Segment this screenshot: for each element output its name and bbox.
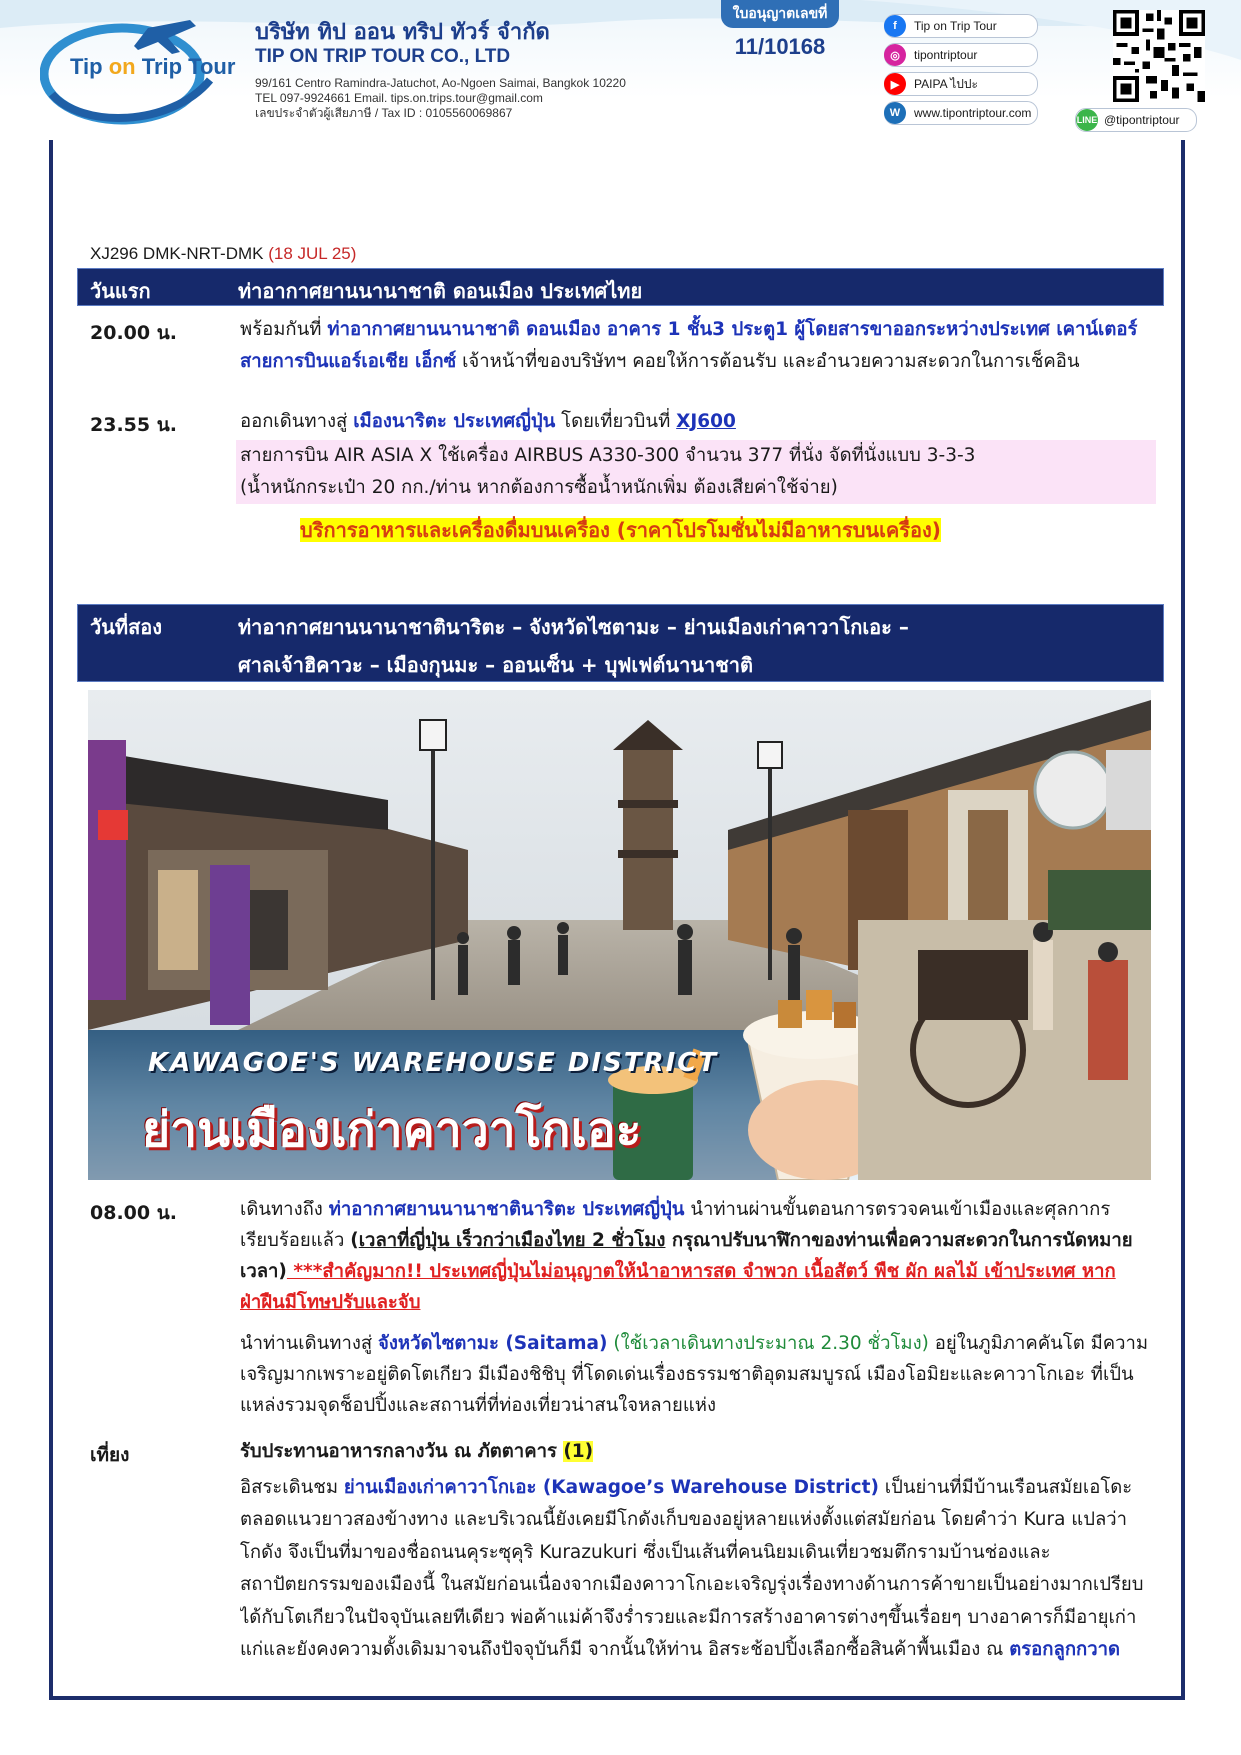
youtube-icon: ▶ bbox=[884, 73, 906, 95]
day2-b4: อยู่ในภูมิภาคคันโต มีความเจริญมากเพราะอยู่ติดโตเกียว มีเมืองชิชิบุ ที่โดดเด่นเรื่องธรรมชาติอุดมสมบูรณ์ เมืองโอมิยะและคาวาโกเอะ ที่เป็นแหล่งรวมจุดช็อปปิ้งและสถานที่ที่ท่องเที่ยวน่าสนใจหลายแห่ง bbox=[240, 1333, 1149, 1416]
page-header bbox=[0, 0, 1241, 140]
day2-paragraph-2 bbox=[240, 1328, 1155, 1421]
social-facebook[interactable] bbox=[884, 14, 1038, 38]
day2-narita: ท่าอากาศยานนานาชาตินาริตะ ประเทศญี่ปุ่น bbox=[328, 1199, 685, 1220]
license-number: 11/10168 bbox=[734, 34, 826, 59]
license-block bbox=[700, 0, 860, 60]
day2-lunch bbox=[240, 1436, 1155, 1467]
social-line-text: @tipontriptour bbox=[1104, 113, 1180, 127]
day2-time-1: 08.00 น. bbox=[90, 1202, 177, 1224]
day2-a1: เดินทางถึง bbox=[240, 1199, 329, 1220]
kawagoe-photo-banner bbox=[88, 690, 1151, 1180]
day1-p2-destination: เมืองนาริตะ ประเทศญี่ปุ่น bbox=[353, 411, 556, 432]
flight-date: (18 JUL 25) bbox=[268, 244, 357, 263]
social-youtube[interactable] bbox=[884, 72, 1038, 96]
day2-saitama: จังหวัดไซตามะ (Saitama) bbox=[378, 1333, 608, 1354]
website-icon: W bbox=[884, 102, 906, 124]
social-website[interactable] bbox=[884, 101, 1038, 125]
logo-wordmark: Tip on Trip Tour bbox=[70, 54, 236, 79]
company-name-english: TIP ON TRIP TOUR CO., LTD bbox=[255, 46, 511, 67]
social-youtube-text: PAIPA ไปปะ bbox=[914, 76, 978, 91]
day1-p1-airport: ท่าอากาศยานนานาชาติ ดอนเมือง อาคาร 1 ชั้น3 ประตู1 ผู้โดยสารขาออกระหว่างประเทศ เคาน์เตอร์ สายการบินแอร์เอเชีย เอ็กซ์ bbox=[240, 319, 1138, 372]
day2-title-line-1: ท่าอากาศยานนานาชาตินาริตะ – จังหวัดไซตามะ – ย่านเมืองเก่าคาวาโกเอะ – bbox=[238, 615, 909, 639]
day1-p1-text: พร้อมกันที่ bbox=[240, 319, 328, 340]
qr-code-icon[interactable] bbox=[1113, 10, 1205, 102]
inflight-meal-note bbox=[0, 514, 1241, 546]
day1-header-bar bbox=[77, 268, 1164, 306]
day2-a3: นำท่านผ่านขั้นตอนการตรวจคนเข้าเมืองและศุลกากร เรียบร้อยแล้ว bbox=[240, 1199, 1111, 1251]
day1-time-1: 20.00 น. bbox=[90, 322, 177, 344]
aircraft-info-box bbox=[236, 440, 1156, 504]
day2-time-difference: เวลาที่ญี่ปุ่น เร็วกว่าเมืองไทย 2 ชั่วโมง bbox=[358, 1230, 666, 1251]
aircraft-info-1: สายการบิน AIR ASIA X ใช้เครื่อง AIRBUS A330-300 จำนวน 377 ที่นั่ง จัดที่นั่งแบบ 3-3-3 bbox=[240, 445, 976, 466]
social-facebook-text: Tip on Trip Tour bbox=[914, 19, 997, 33]
facebook-icon: f bbox=[884, 15, 906, 37]
day2-c3: เป็นย่านที่มีบ้านเรือนสมัยเอโดะตลอดแนวยาวสองข้างทาง และบริเวณนี้ยังเคยมีโกดังเก็บของอยู่หลายแห่งตั้งแต่สมัยก่อน โดยคำว่า Kura แปลว่า โกดัง จึงเป็นที่มาของชื่อถนนคุระซุคุริ Kurazukuri ซึ่งเป็นเส้นที่คนนิยมเดินเที่ยวชมตึกรามบ้านช่องและสถาปัตยกรรมของเมืองนี้ ในสมัยก่อนเนื่องจากเมืองคาวาโกเอะเจริญรุ่งเรื่องทางด้านการค้าขายเป็นอย่างมากเปรียบได้กับโตเกียวในปัจจุบันเลยทีเดียว พ่อค้าแม่ค้าจึงร่ำรวยและมีการสร้างอาคารต่างๆขึ้นเรื่อยๆ บางอาคารก็มีอายุเก่าแก่และยังคงความดั้งเดิมมาจนถึงปัจจุบันก็มี จากนั้นให้ท่าน อิสระช้อปปิ้งเลือกซื้อสินค้าพื้นเมือง ณ bbox=[240, 1477, 1144, 1661]
social-instagram[interactable] bbox=[884, 43, 1038, 67]
day1-paragraph-2 bbox=[240, 406, 1155, 438]
day2-food-warning: ***สำคัญมาก!! ประเทศญี่ปุ่นไม่อนุญาตให้นำอาหารสด จำพวก เนื้อสัตว์ พืช ผัก ผลไม้ เข้าประเทศ หากฝ่าฝืนมีโทษปรับและจับ bbox=[240, 1261, 1116, 1313]
day2-header-bar bbox=[77, 604, 1164, 682]
license-label: ใบอนุญาตเลขที่ bbox=[721, 0, 840, 28]
day2-b1: นำท่านเดินทางสู่ bbox=[240, 1333, 379, 1354]
company-name-thai: บริษัท ทิป ออน ทริป ทัวร์ จำกัด bbox=[255, 20, 550, 45]
aircraft-info-2: (น้ำหนักกระเป๋า 20 กก./ท่าน หากต้องการซื้อน้ำหนักเพิ่ม ต้องเสียค่าใช้จ่าย) bbox=[240, 477, 838, 498]
day2-kawagoe-district: ย่านเมืองเก่าคาวาโกเอะ (Kawagoe’s Warehouse District) bbox=[343, 1477, 879, 1498]
day2-lunch-text: รับประทานอาหารกลางวัน ณ ภัตตาคาร bbox=[240, 1441, 564, 1462]
day1-time-2: 23.55 น. bbox=[90, 414, 177, 436]
company-address-block bbox=[255, 76, 626, 121]
day2-label: วันที่สอง bbox=[90, 615, 163, 639]
day1-paragraph-1 bbox=[240, 314, 1155, 378]
day2-a6: กรุณาปรับนาฬิกาของท่านเพื่อความสะดวกในการนัดหมายเวลา) bbox=[240, 1230, 1133, 1282]
social-website-text: www.tipontriptour.com bbox=[914, 106, 1032, 120]
day2-time-2: เที่ยง bbox=[90, 1444, 130, 1466]
flight-code: XJ296 DMK-NRT-DMK bbox=[90, 244, 269, 263]
social-line[interactable] bbox=[1075, 108, 1197, 132]
day2-title-line-2: ศาลเจ้าฮิคาวะ – เมืองกุนมะ – ออนเซ็น + บุฟเฟต์นานาชาติ bbox=[238, 653, 754, 677]
company-contact: TEL 097-9924661 Email. tips.on.trips.tour@gmail.com bbox=[255, 91, 543, 105]
day1-label: วันแรก bbox=[90, 279, 151, 303]
day2-a4: ( bbox=[350, 1230, 359, 1251]
banner-thai-title: ย่านเมืองเก่าคาวาโกเอะ bbox=[142, 1102, 642, 1158]
social-links bbox=[884, 14, 1038, 130]
day1-p2-text: ออกเดินทางสู่ bbox=[240, 411, 354, 432]
day2-paragraph-1 bbox=[240, 1194, 1155, 1318]
banner-english-title: KAWAGOE'S WAREHOUSE DISTRICT bbox=[148, 1048, 719, 1078]
day1-p2-flight-label: โดยเที่ยวบินที่ bbox=[555, 411, 677, 432]
line-icon: LINE bbox=[1076, 109, 1098, 131]
day1-flight-number-link[interactable]: XJ600 bbox=[676, 411, 736, 432]
day2-paragraph-3 bbox=[240, 1472, 1155, 1670]
flight-code-line bbox=[90, 244, 356, 264]
company-tax-id: เลขประจำตัวผู้เสียภาษี / Tax ID : 0105560069867 bbox=[255, 106, 513, 120]
inflight-meal-text: บริการอาหารและเครื่องดื่มบนเครื่อง (ราคาโปรโมชั่นไม่มีอาหารบนเครื่อง) bbox=[300, 518, 941, 542]
day2-candy-alley: ตรอกลูกกวาด bbox=[1009, 1639, 1121, 1661]
day1-title: ท่าอากาศยานนานาชาติ ดอนเมือง ประเทศไทย bbox=[238, 279, 643, 303]
day2-travel-duration: (ใช้เวลาเดินทางประมาณ 2.30 ชั่วโมง) bbox=[607, 1333, 929, 1354]
day2-meal-number: (1) bbox=[563, 1441, 594, 1462]
instagram-icon: ◎ bbox=[884, 44, 906, 66]
day1-p1-tail: เจ้าหน้าที่ของบริษัทฯ คอยให้การต้อนรับ และอำนวยความสะดวกในการเช็คอิน bbox=[456, 351, 1080, 372]
company-address: 99/161 Centro Ramindra-Jatuchot, Ao-Ngoen Saimai, Bangkok 10220 bbox=[255, 76, 626, 90]
day2-c1: อิสระเดินชม bbox=[240, 1477, 344, 1498]
social-instagram-text: tipontriptour bbox=[914, 48, 978, 62]
